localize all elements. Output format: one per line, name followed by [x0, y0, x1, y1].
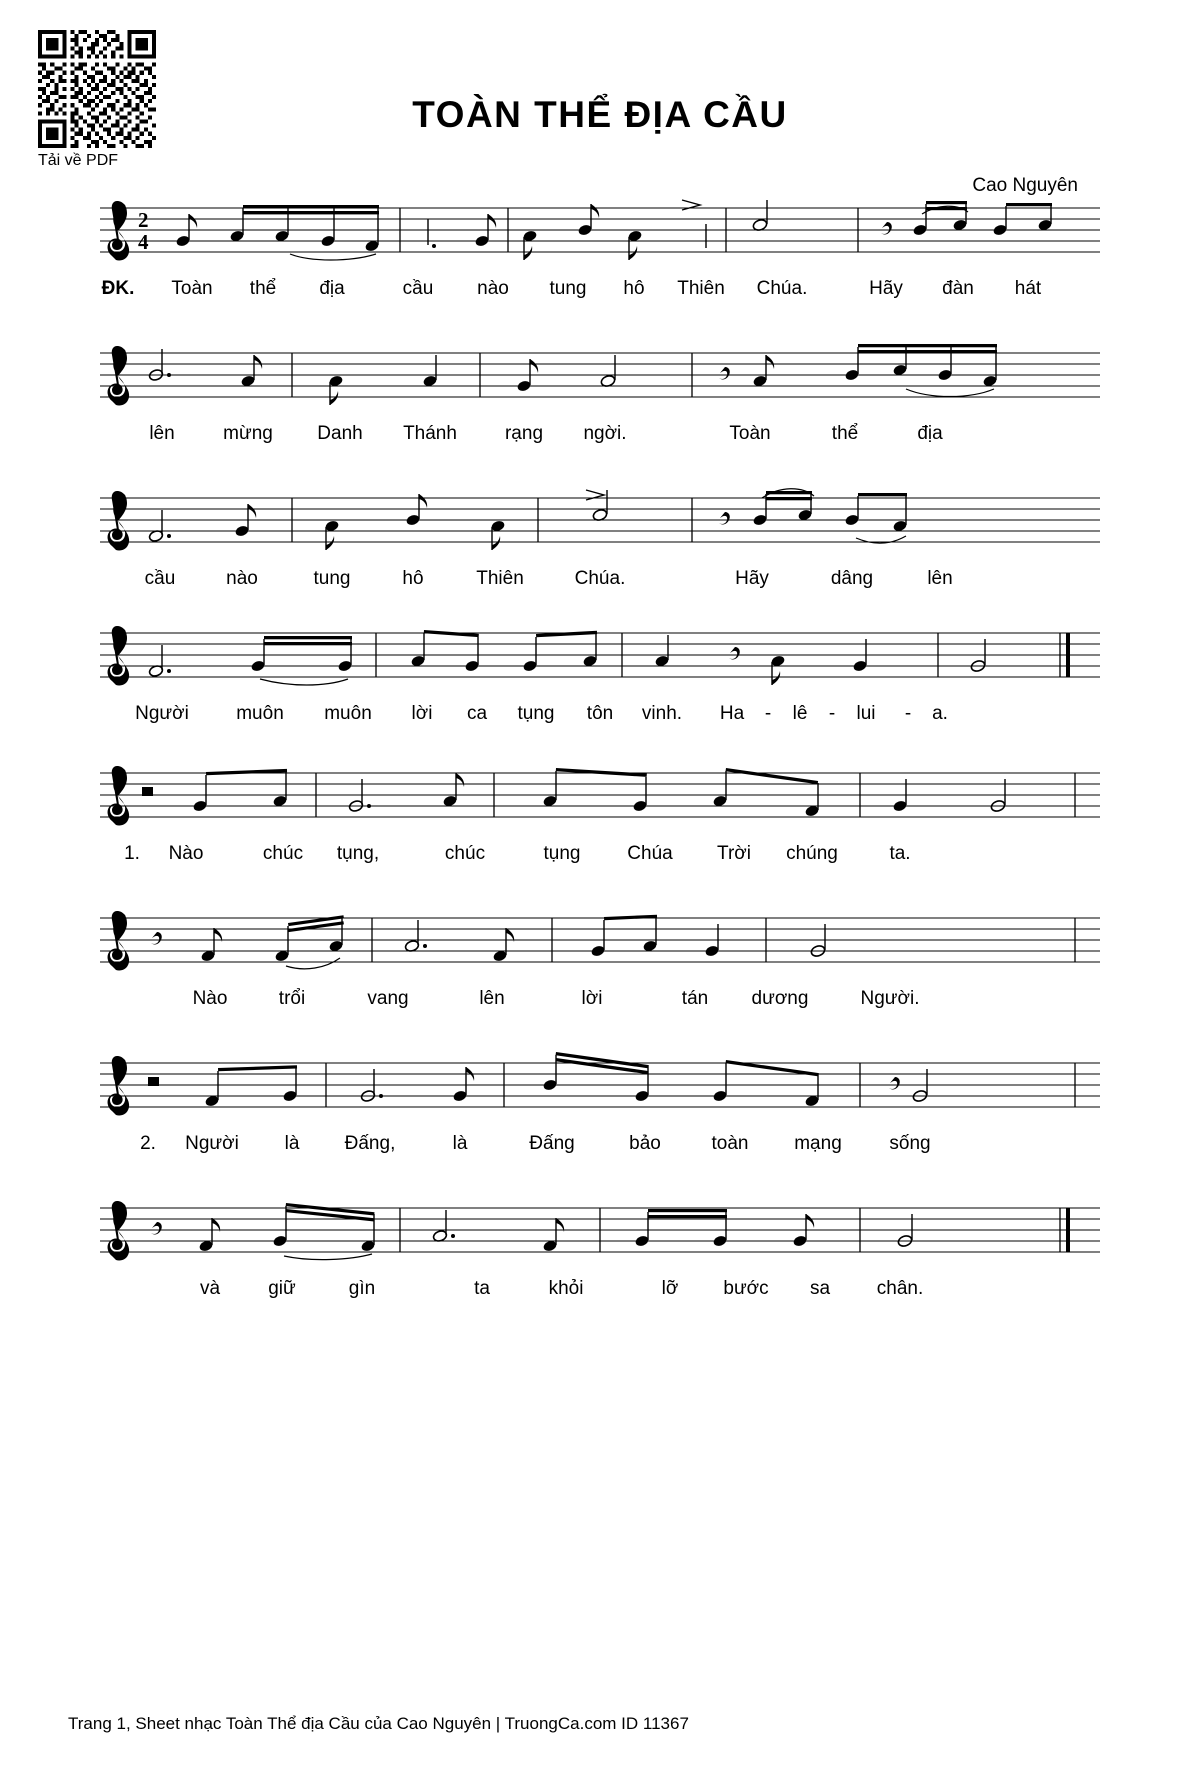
staff-8	[100, 1200, 1100, 1262]
music-system-3	[100, 490, 1100, 640]
lyrics-line-8	[100, 1278, 1100, 1304]
lyric-syllable: thể	[831, 423, 859, 444]
staff-4	[100, 625, 1100, 687]
staff-1	[100, 200, 1100, 262]
lyric-syllable: lên	[927, 568, 953, 589]
qr-caption: Tải về PDF	[38, 152, 119, 169]
lyric-syllable: hát	[1014, 278, 1042, 299]
verse-number: 1.	[124, 843, 140, 864]
lyric-syllable: vang	[367, 988, 409, 1009]
staff-3	[100, 490, 1100, 552]
lyric-syllable: lỡ	[661, 1278, 679, 1299]
lyric-syllable: Nào	[168, 843, 204, 864]
lyric-syllable: Hãy	[735, 568, 769, 589]
lyric-syllable: Toàn	[171, 278, 213, 299]
lyric-syllable: nào	[226, 568, 258, 589]
lyric-syllable: địa	[917, 423, 943, 444]
lyric-syllable: lên	[479, 988, 505, 1009]
lyric-syllable: trổi	[278, 988, 306, 1009]
lyric-syllable: gìn	[348, 1278, 376, 1299]
lyric-syllable: mạng	[794, 1133, 842, 1154]
lyric-syllable: thể	[249, 278, 277, 299]
music-system-7	[100, 1055, 1100, 1205]
lyric-syllable: Đấng,	[344, 1133, 396, 1154]
lyrics-line-3	[100, 568, 1100, 594]
lyric-syllable: dâng	[830, 568, 874, 589]
lyric-syllable: sa	[809, 1278, 831, 1299]
lyric-syllable: chân.	[876, 1278, 924, 1299]
lyric-syllable: lê	[792, 703, 808, 724]
lyric-syllable: Trời	[717, 843, 751, 864]
music-system-8	[100, 1200, 1100, 1350]
lyric-syllable: ca	[466, 703, 488, 724]
lyrics-line-4	[100, 703, 1100, 729]
lyric-syllable: rạng	[504, 423, 544, 444]
lyric-syllable: Thiên	[476, 568, 524, 589]
lyric-syllable: chúng	[786, 843, 838, 864]
staff-7	[100, 1055, 1100, 1117]
lyric-syllable: Người	[185, 1133, 239, 1154]
lyric-hyphen: -	[828, 703, 836, 724]
lyric-hyphen: -	[904, 703, 912, 724]
lyric-syllable: tán	[681, 988, 709, 1009]
lyric-syllable: hô	[623, 278, 645, 299]
lyric-syllable: Toàn	[729, 423, 771, 444]
lyric-syllable: tung	[549, 278, 587, 299]
lyric-syllable: và	[199, 1278, 221, 1299]
lyric-syllable: muôn	[324, 703, 372, 724]
quarter-rest	[148, 1077, 159, 1086]
eighth-rest	[889, 1077, 900, 1089]
music-system-1	[100, 200, 1100, 350]
staff-6	[100, 910, 1100, 972]
lyric-syllable: nào	[477, 278, 509, 299]
lyric-syllable: muôn	[236, 703, 284, 724]
lyric-syllable: ta.	[889, 843, 911, 864]
page-footer: Trang 1, Sheet nhạc Toàn Thể địa Cầu của Cao Nguyên | TruongCa.com ID 11367	[68, 1714, 689, 1733]
lyric-syllable: mừng	[223, 423, 273, 444]
eighth-rest	[151, 1222, 162, 1234]
lyric-syllable: ta	[474, 1278, 490, 1299]
section-marker: ĐK.	[101, 278, 135, 299]
eighth-rest	[881, 222, 892, 234]
music-system-6	[100, 910, 1100, 1060]
lyric-syllable: Chúa	[627, 843, 673, 864]
composer-name: Cao Nguyên	[972, 175, 1078, 196]
music-system-4	[100, 625, 1100, 775]
music-system-2	[100, 345, 1100, 495]
eighth-rest	[151, 932, 162, 944]
eighth-rest	[719, 367, 730, 379]
lyric-syllable: Thiên	[677, 278, 725, 299]
quarter-rest	[142, 787, 153, 796]
eighth-rest	[729, 647, 740, 659]
time-signature-bottom: 4	[138, 230, 149, 254]
lyric-syllable: Hãy	[869, 278, 903, 299]
lyric-syllable: Chúa.	[756, 278, 808, 299]
lyric-syllable: đàn	[942, 278, 974, 299]
lyric-syllable: Danh	[317, 423, 363, 444]
lyric-syllable: địa	[319, 278, 345, 299]
lyrics-line-2	[100, 423, 1100, 449]
lyric-syllable: cầu	[402, 278, 434, 299]
lyric-syllable: sống	[889, 1133, 931, 1154]
lyric-hyphen: -	[764, 703, 772, 724]
music-system-5	[100, 765, 1100, 915]
lyric-syllable: lời	[411, 703, 433, 724]
lyric-syllable: cầu	[144, 568, 176, 589]
lyric-syllable: Đấng	[529, 1133, 575, 1154]
lyric-syllable: lời	[581, 988, 603, 1009]
lyric-syllable: Người	[135, 703, 189, 724]
lyric-syllable: bước	[723, 1278, 769, 1299]
lyric-syllable: tụng	[543, 843, 581, 864]
lyric-syllable: chúc	[444, 843, 486, 864]
lyric-syllable: giữ	[268, 1278, 296, 1299]
lyric-syllable: Thánh	[403, 423, 457, 444]
time-signature-top: 2	[138, 208, 149, 232]
verse-number: 2.	[140, 1133, 156, 1154]
page-title: TOÀN THỂ ĐỊA CẦU	[412, 94, 788, 135]
lyric-syllable: tụng	[517, 703, 555, 724]
lyric-syllable: Chúa.	[574, 568, 626, 589]
staff-5	[100, 765, 1100, 827]
lyric-syllable: khỏi	[548, 1278, 584, 1299]
staff-2	[100, 345, 1100, 407]
lyric-syllable: Ha	[719, 703, 745, 724]
lyric-syllable: dương	[751, 988, 809, 1009]
lyric-syllable: tụng,	[336, 843, 380, 864]
lyrics-line-1	[100, 278, 1100, 304]
lyrics-line-5	[100, 843, 1100, 869]
lyric-syllable: Nào	[192, 988, 228, 1009]
lyric-syllable: là	[452, 1133, 468, 1154]
lyrics-line-6	[100, 988, 1100, 1014]
lyric-syllable: tung	[313, 568, 351, 589]
lyric-syllable: Người.	[860, 988, 920, 1009]
lyric-syllable: ngời.	[583, 423, 627, 444]
lyric-syllable: toàn	[711, 1133, 749, 1154]
eighth-rest	[719, 512, 730, 524]
lyric-syllable: chúc	[262, 843, 304, 864]
lyric-syllable: lên	[149, 423, 175, 444]
lyrics-line-7	[100, 1133, 1100, 1159]
lyric-syllable: hô	[402, 568, 424, 589]
lyric-syllable: vinh.	[641, 703, 683, 724]
lyric-syllable: là	[284, 1133, 300, 1154]
lyric-syllable: tôn	[586, 703, 614, 724]
lyric-syllable: lui	[856, 703, 876, 724]
lyric-syllable: a.	[932, 703, 948, 724]
lyric-syllable: bảo	[629, 1133, 661, 1154]
